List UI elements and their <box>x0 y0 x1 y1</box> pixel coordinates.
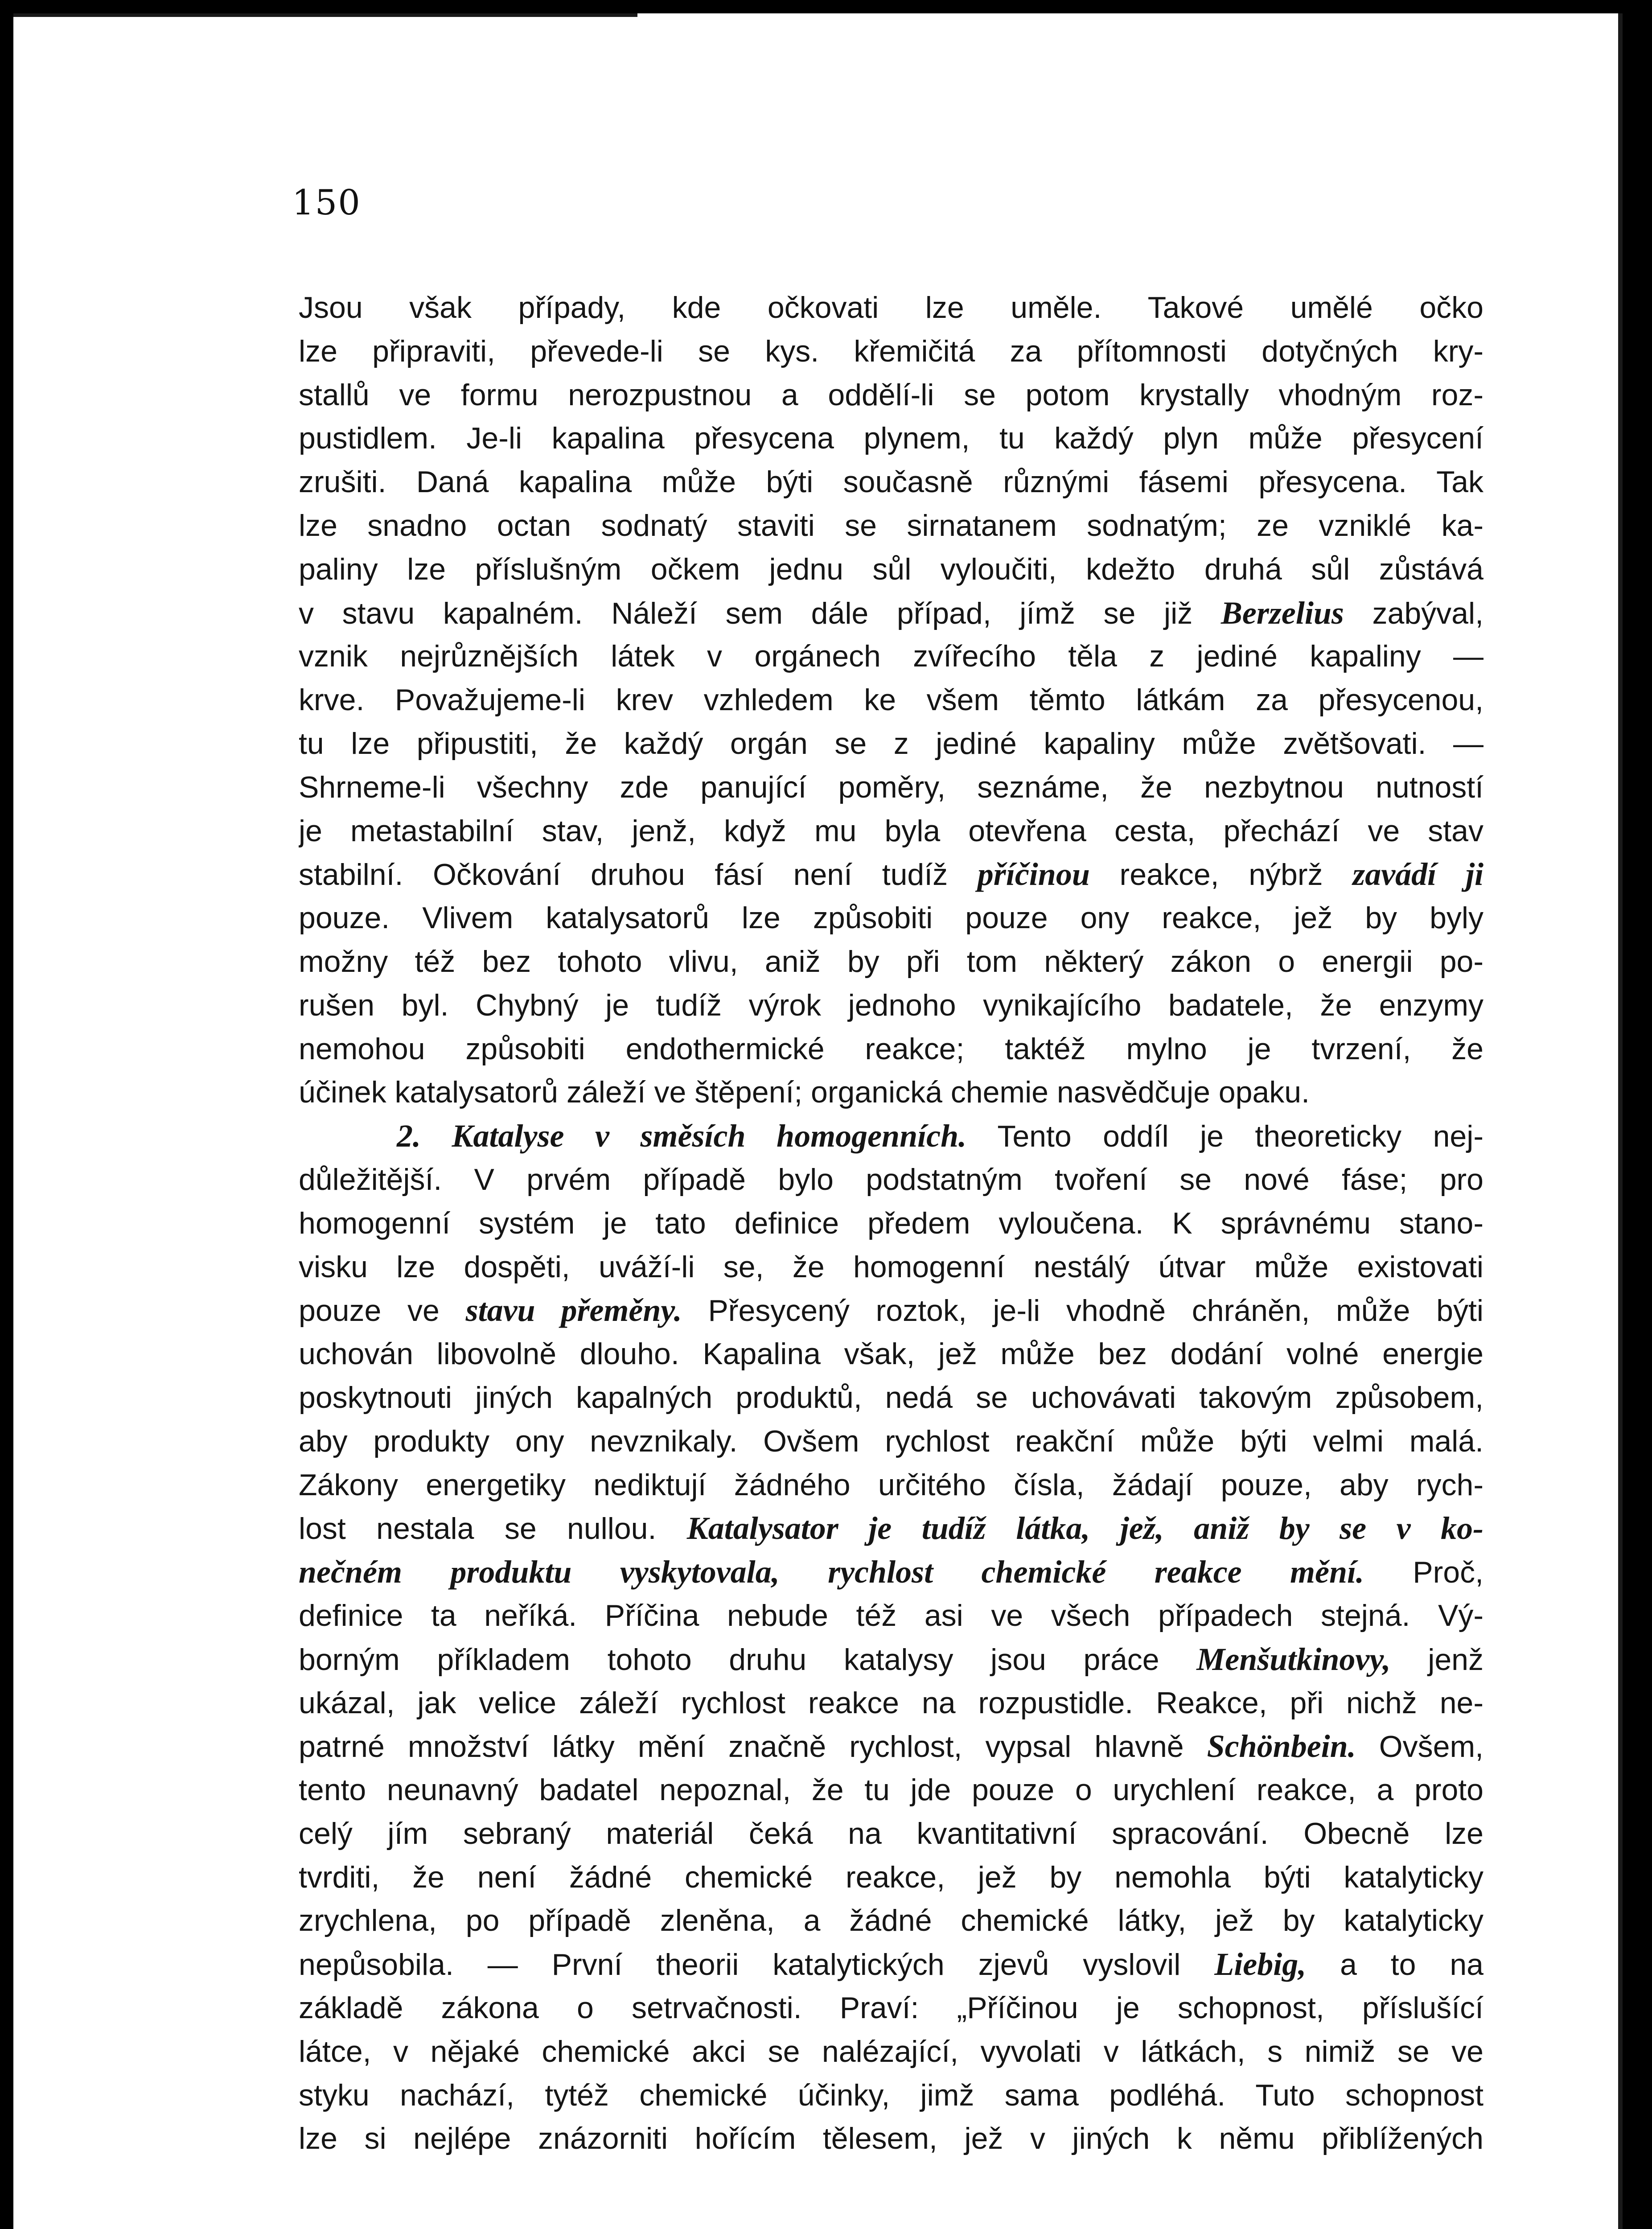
line-text: lost nestala se nullou. <box>299 1512 687 1546</box>
emphasis-text: Liebig, <box>1214 1946 1307 1982</box>
text-line <box>299 635 1484 679</box>
book-page <box>13 13 1623 2229</box>
text-line <box>299 1114 1484 1158</box>
emphasis-text: nečném produktu vyskytovala, rychlost chemické reakce mění. <box>299 1554 1364 1590</box>
text-line <box>299 1158 1484 1202</box>
line-text: lze si nejlépe znázorniti hořícím tělesem, jež v jiných k němu přiblížených <box>299 2122 1484 2156</box>
scan-artifact-right <box>1618 13 1623 2229</box>
text-line <box>299 940 1484 984</box>
text-line <box>299 1246 1484 1289</box>
line-text: lze připraviti, převede-li se kys. křemičitá za přítomnosti dotyčných kry- <box>299 334 1484 368</box>
text-line <box>299 722 1484 766</box>
line-text: ukázal, jak velice záleží rychlost reakce na rozpustidle. Reakce, při nichž ne- <box>299 1686 1484 1720</box>
text-line <box>299 1028 1484 1071</box>
line-text: a to na <box>1306 1948 1484 1982</box>
line-text: tvrditi, že není žádné chemické reakce, jež by nemohla býti katalyticky <box>299 1860 1484 1894</box>
line-text: paliny lze příslušným očkem jednu sůl vyloučiti, kdežto druhá sůl zůstává <box>299 552 1484 586</box>
text-line <box>299 1682 1484 1725</box>
line-text: vznik nejrůznějších látek v orgánech zvířecího těla z jediné kapaliny — <box>299 639 1484 674</box>
text-line <box>299 1202 1484 1246</box>
line-text: krve. Považujeme-li krev vzhledem ke všem těmto látkám za přesycenou, <box>299 683 1484 717</box>
line-text: styku nachází, tytéž chemické účinky, jimž sama podléhá. Tuto schopnost <box>299 2078 1484 2112</box>
scan-artifact-top <box>13 13 637 17</box>
text-line <box>299 461 1484 504</box>
line-text: Tento oddíl je theoreticky nej- <box>966 1119 1484 1154</box>
line-text: Shrneme-li všechny zde panující poměry, seznáme, že nezbytnou nutností <box>299 770 1484 804</box>
line-text: v stavu kapalném. Náleží sem dále případ, jímž se již <box>299 596 1221 630</box>
line-text: lze snadno octan sodnatý staviti se sirnatanem sodnatým; ze vzniklé ka- <box>299 508 1484 543</box>
line-text: důležitější. V prvém případě bylo podstatným tvoření se nové fáse; pro <box>299 1162 1484 1197</box>
emphasis-text: Schönbein. <box>1207 1728 1356 1764</box>
line-text: tento neunavný badatel nepoznal, že tu jde pouze o urychlení reakce, a proto <box>299 1773 1484 1807</box>
line-text: pustidlem. Je-li kapalina přesycena plynem, tu každý plyn může přesycení <box>299 421 1484 456</box>
line-text: celý jím sebraný materiál čeká na kvantitativní spracování. Obecně lze <box>299 1816 1484 1851</box>
text-line <box>299 1464 1484 1507</box>
text-line <box>299 1507 1484 1550</box>
text-line <box>299 810 1484 853</box>
line-text: stallů ve formu nerozpustnou a oddělí-li se potom krystally vhodným roz- <box>299 378 1484 412</box>
emphasis-text: Berzelius <box>1221 595 1344 631</box>
line-text: poskytnouti jiných kapalných produktů, nedá se uchovávati takovým způsobem, <box>299 1380 1484 1415</box>
text-line <box>299 1812 1484 1856</box>
text-line <box>299 984 1484 1028</box>
text-line <box>299 853 1484 897</box>
line-text: zabýval, <box>1344 596 1484 630</box>
text-line <box>299 766 1484 810</box>
text-line <box>299 592 1484 635</box>
text-line <box>299 1550 1484 1594</box>
emphasis-text: Menšutkinovy, <box>1196 1641 1391 1677</box>
line-text: rušen byl. Chybný je tudíž výrok jednoho vynikajícího badatele, že enzymy <box>299 988 1484 1022</box>
text-line <box>299 1943 1484 1986</box>
text-line <box>299 1289 1484 1332</box>
line-text: účinek katalysatorů záleží ve štěpení; organická chemie nasvědčuje opaku. <box>299 1075 1310 1110</box>
body-text <box>299 286 1484 2161</box>
text-line <box>299 504 1484 548</box>
line-text: Zákony energetiky nediktují žádného určitého čísla, žádají pouze, aby rych- <box>299 1468 1484 1502</box>
text-line <box>299 1856 1484 1900</box>
line-text: tu lze připustiti, že každý orgán se z jediné kapaliny může zvětšovati. — <box>299 726 1484 761</box>
emphasis-text: Katalysator je tudíž látka, jež, aniž by se v ko- <box>686 1510 1484 1546</box>
text-line <box>299 1768 1484 1812</box>
line-text: Proč, <box>1364 1555 1484 1590</box>
line-text: homogenní systém je tato definice předem vyloučena. K správnému stano- <box>299 1206 1484 1240</box>
line-text: základě zákona o setrvačnosti. Praví: „Příčinou je schopnost, příslušící <box>299 1991 1484 2025</box>
text-line <box>299 2074 1484 2118</box>
line-text: nemohou způsobiti endothermické reakce; taktéž mylno je tvrzení, že <box>299 1032 1484 1066</box>
line-text: visku lze dospěti, uváží-li se, že homogenní nestálý útvar může existovati <box>299 1250 1484 1284</box>
line-text: definice ta neříká. Příčina nebude též asi ve všech případech stejná. Vý- <box>299 1598 1484 1633</box>
text-line <box>299 1376 1484 1420</box>
line-text: stabilní. Očkování druhou fásí není tudíž <box>299 858 978 892</box>
line-text: Jsou však případy, kde očkovati lze uměle. Takové umělé očko <box>299 291 1484 325</box>
text-line <box>299 2117 1484 2161</box>
line-text: patrné množství látky mění značně rychlost, vypsal hlavně <box>299 1730 1207 1764</box>
line-text: zrušiti. Daná kapalina může býti současně různými fásemi přesycena. Tak <box>299 465 1484 499</box>
text-line <box>299 1986 1484 2030</box>
line-text: možny též bez tohoto vlivu, aniž by při tom některý zákon o energii po- <box>299 944 1484 979</box>
emphasis-text: 2. Katalyse v směsích homogenních. <box>397 1118 967 1154</box>
line-text: jenž <box>1390 1642 1484 1677</box>
line-text: je metastabilní stav, jenž, když mu byla otevřena cesta, přechází ve stav <box>299 814 1484 848</box>
text-line <box>299 417 1484 461</box>
line-text: borným příkladem tohoto druhu katalysy jsou práce <box>299 1642 1197 1677</box>
text-line <box>299 1071 1484 1114</box>
page-number: 150 <box>292 183 361 223</box>
text-line <box>299 1332 1484 1376</box>
line-text: aby produkty ony nevznikaly. Ovšem rychlost reakční může býti velmi malá. <box>299 1424 1484 1458</box>
emphasis-text: příčinou <box>977 856 1090 892</box>
text-line <box>299 548 1484 592</box>
text-line <box>299 1594 1484 1638</box>
text-line <box>299 374 1484 417</box>
line-text: zrychlena, po případě zleněna, a žádné chemické látky, jež by katalyticky <box>299 1904 1484 1938</box>
line-text: reakce, nýbrž <box>1089 858 1353 892</box>
text-line <box>299 286 1484 330</box>
line-text: pouze ve <box>299 1294 466 1328</box>
line-text: Ovšem, <box>1356 1730 1484 1764</box>
text-line <box>299 1638 1484 1682</box>
emphasis-text: zavádí ji <box>1352 856 1484 892</box>
line-text: látce, v nějaké chemické akci se nalézající, vyvolati v látkách, s nimiž se ve <box>299 2034 1484 2069</box>
text-line <box>299 2030 1484 2074</box>
text-line <box>299 1725 1484 1768</box>
text-line <box>299 1420 1484 1464</box>
emphasis-text: stavu přeměny. <box>465 1292 682 1328</box>
text-line <box>299 679 1484 722</box>
line-text: uchován libovolně dlouho. Kapalina však, jež může bez dodání volné energie <box>299 1337 1484 1371</box>
text-line <box>299 1899 1484 1943</box>
line-text: Přesycený roztok, je-li vhodně chráněn, může býti <box>682 1294 1484 1328</box>
text-line <box>299 330 1484 374</box>
text-line <box>299 897 1484 940</box>
line-text: nepůsobila. — První theorii katalytických zjevů vyslovil <box>299 1948 1215 1982</box>
line-text: pouze. Vlivem katalysatorů lze způsobiti pouze ony reakce, jež by byly <box>299 901 1484 935</box>
